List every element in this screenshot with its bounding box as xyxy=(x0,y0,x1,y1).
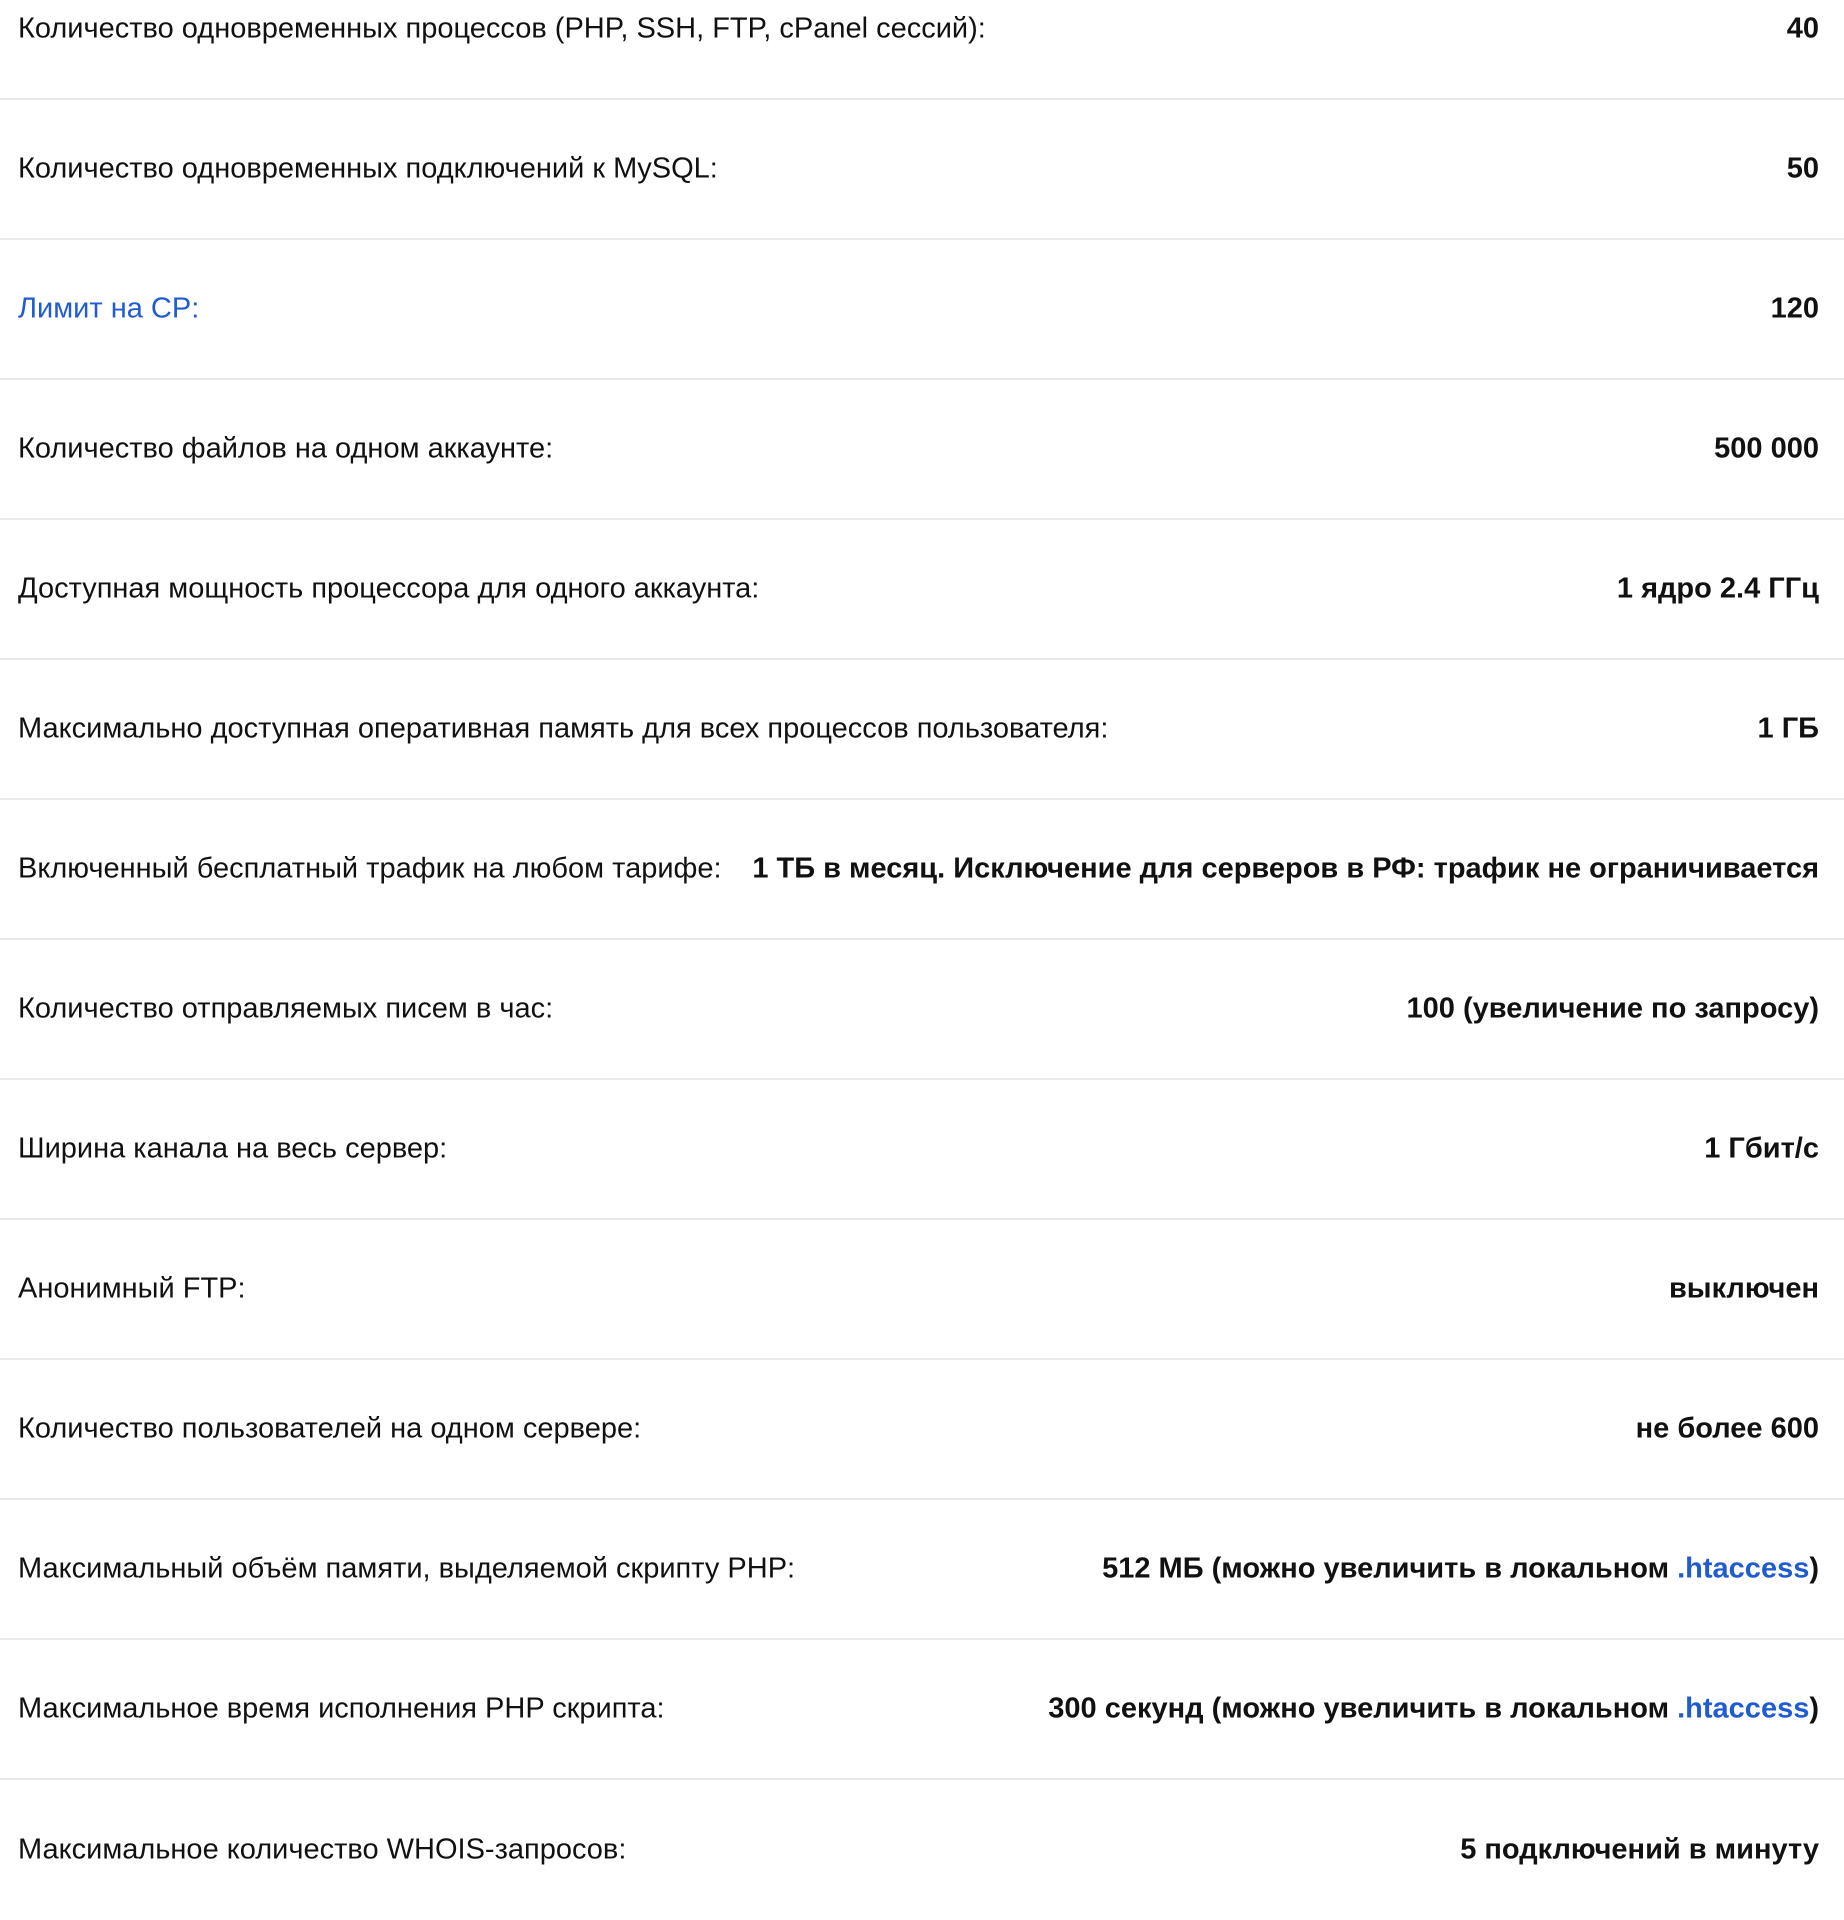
row-label: Включенный бесплатный трафик на любом тарифе: xyxy=(18,852,722,885)
value-text-end: ) xyxy=(1809,1692,1819,1725)
htaccess-link[interactable]: .htaccess xyxy=(1677,1552,1810,1585)
row-value: 40 xyxy=(1786,12,1819,45)
row-value: не более 600 xyxy=(1635,1412,1819,1445)
row-label: Ширина канала на весь сервер: xyxy=(18,1132,448,1165)
row-value xyxy=(1102,1553,1819,1586)
table-row xyxy=(0,1220,1844,1360)
htaccess-link[interactable]: .htaccess xyxy=(1677,1692,1810,1725)
row-label: Количество отправляемых писем в час: xyxy=(18,992,554,1025)
table-row xyxy=(0,100,1844,240)
row-label: Анонимный FTP: xyxy=(18,1272,246,1305)
row-value: 500 000 xyxy=(1714,432,1819,465)
value-text-end: ) xyxy=(1809,1552,1819,1585)
table-row xyxy=(0,380,1844,520)
table-row xyxy=(0,940,1844,1080)
row-label: Максимальное количество WHOIS-запросов: xyxy=(18,1833,627,1866)
table-row xyxy=(0,1360,1844,1500)
table-row xyxy=(0,520,1844,660)
table-row xyxy=(0,1780,1844,1920)
row-value: 50 xyxy=(1786,152,1819,185)
row-value xyxy=(1048,1693,1819,1726)
value-text: 512 МБ (можно увеличить в локальном xyxy=(1102,1552,1678,1585)
table-row xyxy=(0,660,1844,800)
row-label: Максимальный объём памяти, выделяемой скрипту PHP: xyxy=(18,1552,796,1585)
row-label: Количество одновременных подключений к MySQL: xyxy=(18,152,718,185)
row-label: Максимально доступная оперативная память для всех процессов пользователя: xyxy=(18,712,1109,745)
cp-limit-link[interactable]: Лимит на CP: xyxy=(18,292,200,325)
row-label: Количество файлов на одном аккаунте: xyxy=(18,432,554,465)
table-row xyxy=(0,240,1844,380)
row-label: Доступная мощность процессора для одного аккаунта: xyxy=(18,572,760,605)
table-row xyxy=(0,800,1844,940)
row-label: Количество одновременных процессов (PHP, SSH, FTP, cPanel сессий): xyxy=(18,12,986,45)
row-value: 1 ядро 2.4 ГГц xyxy=(1616,572,1819,605)
row-value: 1 ТБ в месяц. Исключение для серверов в РФ: трафик не ограничивается xyxy=(752,852,1819,885)
row-value: 5 подключений в минуту xyxy=(1460,1833,1819,1866)
table-row xyxy=(0,1500,1844,1640)
row-value: 120 xyxy=(1770,292,1819,325)
row-value: 1 ГБ xyxy=(1757,712,1819,745)
row-label: Максимальное время исполнения PHP скрипта: xyxy=(18,1692,665,1725)
value-text: 300 секунд (можно увеличить в локальном xyxy=(1048,1692,1678,1725)
row-value: выключен xyxy=(1668,1272,1819,1305)
row-value: 100 (увеличение по запросу) xyxy=(1406,992,1819,1025)
table-row xyxy=(0,1080,1844,1220)
row-label: Количество пользователей на одном сервере: xyxy=(18,1412,642,1445)
table-row xyxy=(0,1640,1844,1780)
table-row xyxy=(0,0,1844,100)
row-value: 1 Гбит/с xyxy=(1704,1132,1819,1165)
